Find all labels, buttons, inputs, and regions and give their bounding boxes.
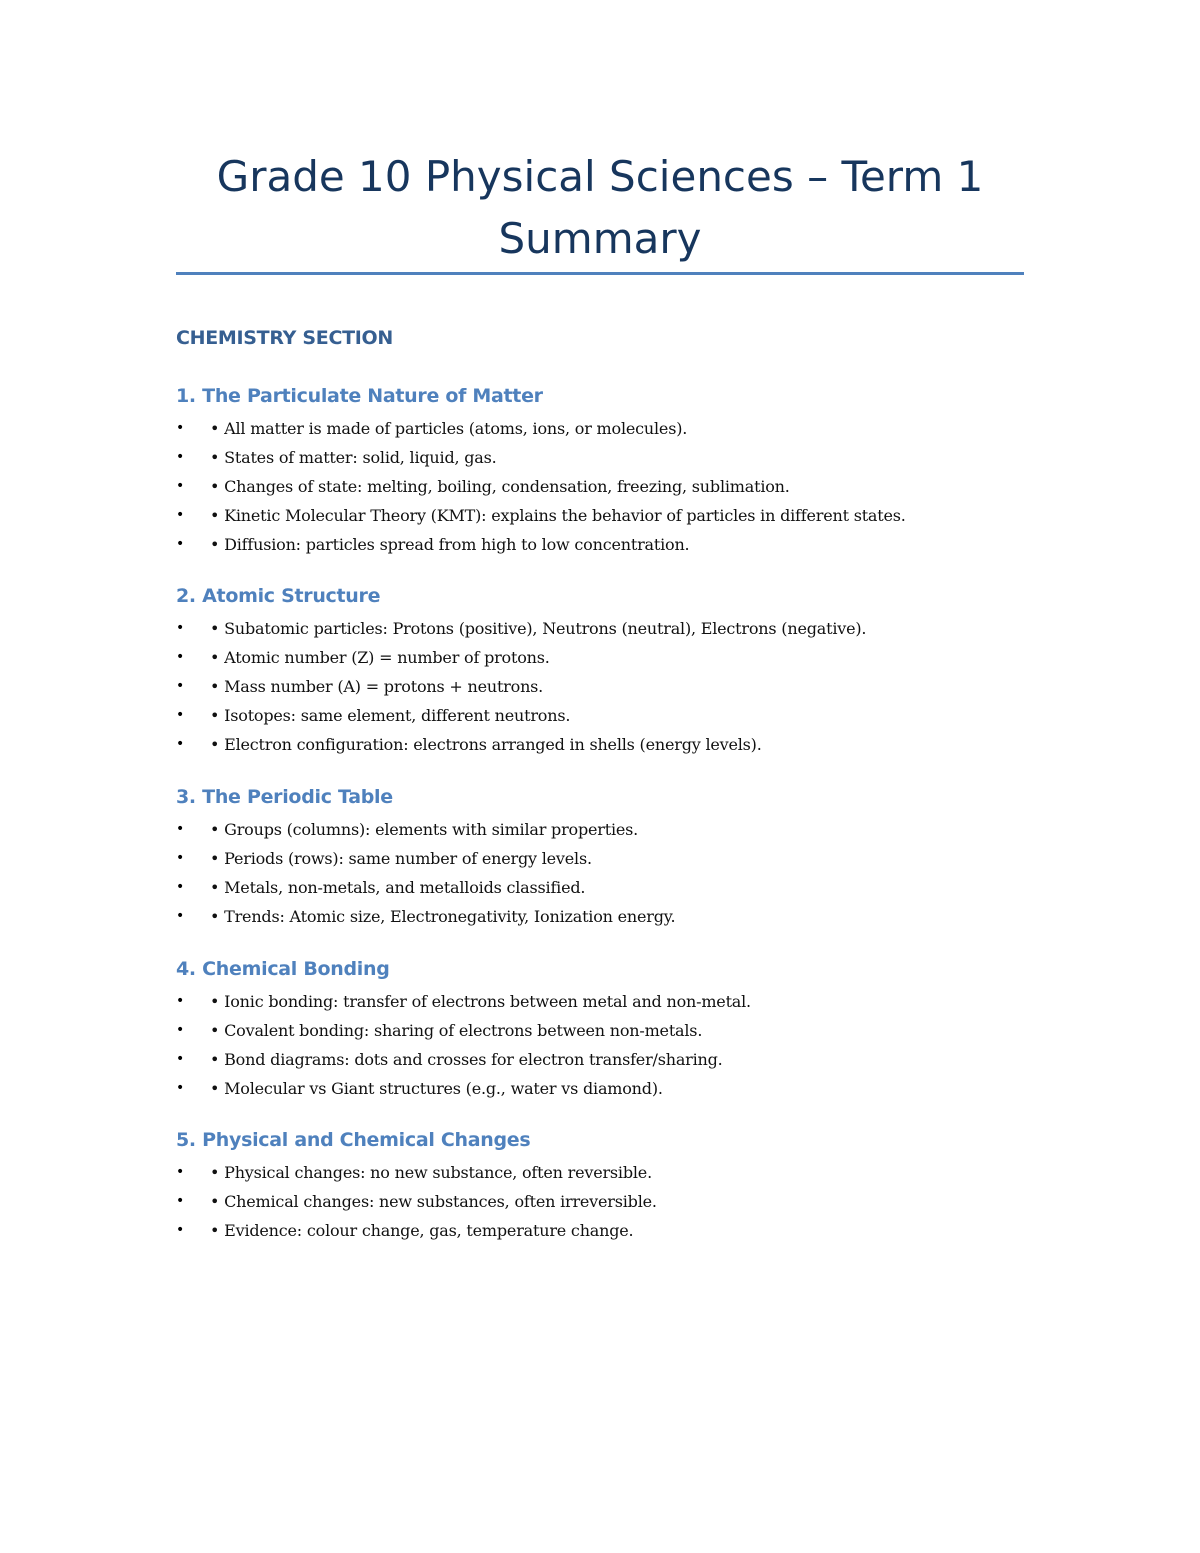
- topic-chemical-bonding: [176, 955, 1036, 1103]
- list-item: [176, 987, 1036, 1016]
- list-item: [176, 1016, 1036, 1045]
- list-item-text: • All matter is made of particles (atoms, ions, or molecules).: [210, 419, 688, 438]
- list-item-text: • Ionic bonding: transfer of electrons between metal and non-metal.: [210, 992, 751, 1011]
- list-item: [176, 1045, 1036, 1074]
- list-item: [176, 701, 1036, 730]
- topic-heading: 5. Physical and Chemical Changes: [176, 1129, 531, 1151]
- bullet-icon: •: [176, 536, 185, 552]
- list-item-text: • Bond diagrams: dots and crosses for electron transfer/sharing.: [210, 1050, 723, 1069]
- list-item: [176, 730, 1036, 759]
- bullet-icon: •: [176, 1080, 185, 1096]
- bullet-icon: •: [176, 420, 185, 436]
- list-item-text: • Kinetic Molecular Theory (KMT): explains the behavior of particles in different states.: [210, 506, 906, 525]
- list-item-text: • Subatomic particles: Protons (positive), Neutrons (neutral), Electrons (negative).: [210, 619, 867, 638]
- list-item-text: • Evidence: colour change, gas, temperature change.: [210, 1221, 634, 1240]
- list-item-text: • Atomic number (Z) = number of protons.: [210, 648, 550, 667]
- bullet-icon: •: [176, 1164, 185, 1180]
- list-item: [176, 844, 1036, 873]
- topic-periodic-table: [176, 783, 1036, 931]
- bullet-icon: •: [176, 1022, 185, 1038]
- topic-list: [176, 414, 1036, 559]
- bullet-icon: •: [176, 850, 185, 866]
- list-item-text: • Electron configuration: electrons arranged in shells (energy levels).: [210, 735, 762, 754]
- bullet-icon: •: [176, 678, 185, 694]
- topic-heading: 3. The Periodic Table: [176, 786, 393, 808]
- list-item: [176, 443, 1036, 472]
- topic-physical-chemical-changes: [176, 1126, 1036, 1245]
- bullet-icon: •: [176, 1193, 185, 1209]
- topic-heading: 4. Chemical Bonding: [176, 958, 390, 980]
- list-item-text: • States of matter: solid, liquid, gas.: [210, 448, 497, 467]
- topic-list: [176, 815, 1036, 931]
- list-item: [176, 1158, 1036, 1187]
- list-item: [176, 472, 1036, 501]
- topic-heading: 1. The Particulate Nature of Matter: [176, 385, 543, 407]
- list-item: [176, 1074, 1036, 1103]
- bullet-icon: •: [176, 649, 185, 665]
- list-item-text: • Covalent bonding: sharing of electrons between non-metals.: [210, 1021, 703, 1040]
- bullet-icon: •: [176, 449, 185, 465]
- bullet-icon: •: [176, 707, 185, 723]
- list-item: [176, 501, 1036, 530]
- topic-list: [176, 987, 1036, 1103]
- list-item-text: • Mass number (A) = protons + neutrons.: [210, 677, 544, 696]
- bullet-icon: •: [176, 908, 185, 924]
- topic-list: [176, 1158, 1036, 1245]
- list-item: [176, 672, 1036, 701]
- section-heading: CHEMISTRY SECTION: [176, 327, 393, 349]
- bullet-icon: •: [176, 478, 185, 494]
- list-item-text: • Periods (rows): same number of energy levels.: [210, 849, 592, 868]
- bullet-icon: •: [176, 1222, 185, 1238]
- list-item-text: • Trends: Atomic size, Electronegativity, Ionization energy.: [210, 907, 676, 926]
- bullet-icon: •: [176, 821, 185, 837]
- document-title: Grade 10 Physical Sciences – Term 1 Summary: [216, 152, 984, 263]
- topic-list: [176, 614, 1036, 759]
- list-item: [176, 530, 1036, 559]
- topic-heading: 2. Atomic Structure: [176, 585, 381, 607]
- list-item: [176, 414, 1036, 443]
- bullet-icon: •: [176, 736, 185, 752]
- topic-particulate-nature: [176, 382, 1036, 559]
- list-item-text: • Groups (columns): elements with similar properties.: [210, 820, 639, 839]
- bullet-icon: •: [176, 879, 185, 895]
- list-item-text: • Metals, non-metals, and metalloids classified.: [210, 878, 586, 897]
- bullet-icon: •: [176, 507, 185, 523]
- list-item: [176, 873, 1036, 902]
- list-item: [176, 1216, 1036, 1245]
- list-item-text: • Changes of state: melting, boiling, condensation, freezing, sublimation.: [210, 477, 790, 496]
- list-item: [176, 902, 1036, 931]
- list-item-text: • Isotopes: same element, different neutrons.: [210, 706, 571, 725]
- list-item-text: • Diffusion: particles spread from high to low concentration.: [210, 535, 690, 554]
- list-item: [176, 614, 1036, 643]
- bullet-icon: •: [176, 620, 185, 636]
- list-item: [176, 1187, 1036, 1216]
- bullet-icon: •: [176, 1051, 185, 1067]
- bullet-icon: •: [176, 993, 185, 1009]
- list-item: [176, 643, 1036, 672]
- list-item-text: • Chemical changes: new substances, often irreversible.: [210, 1192, 657, 1211]
- topic-atomic-structure: [176, 582, 1036, 759]
- list-item: [176, 815, 1036, 844]
- list-item-text: • Physical changes: no new substance, often reversible.: [210, 1163, 652, 1182]
- title-underline: [176, 272, 1024, 275]
- list-item-text: • Molecular vs Giant structures (e.g., water vs diamond).: [210, 1079, 663, 1098]
